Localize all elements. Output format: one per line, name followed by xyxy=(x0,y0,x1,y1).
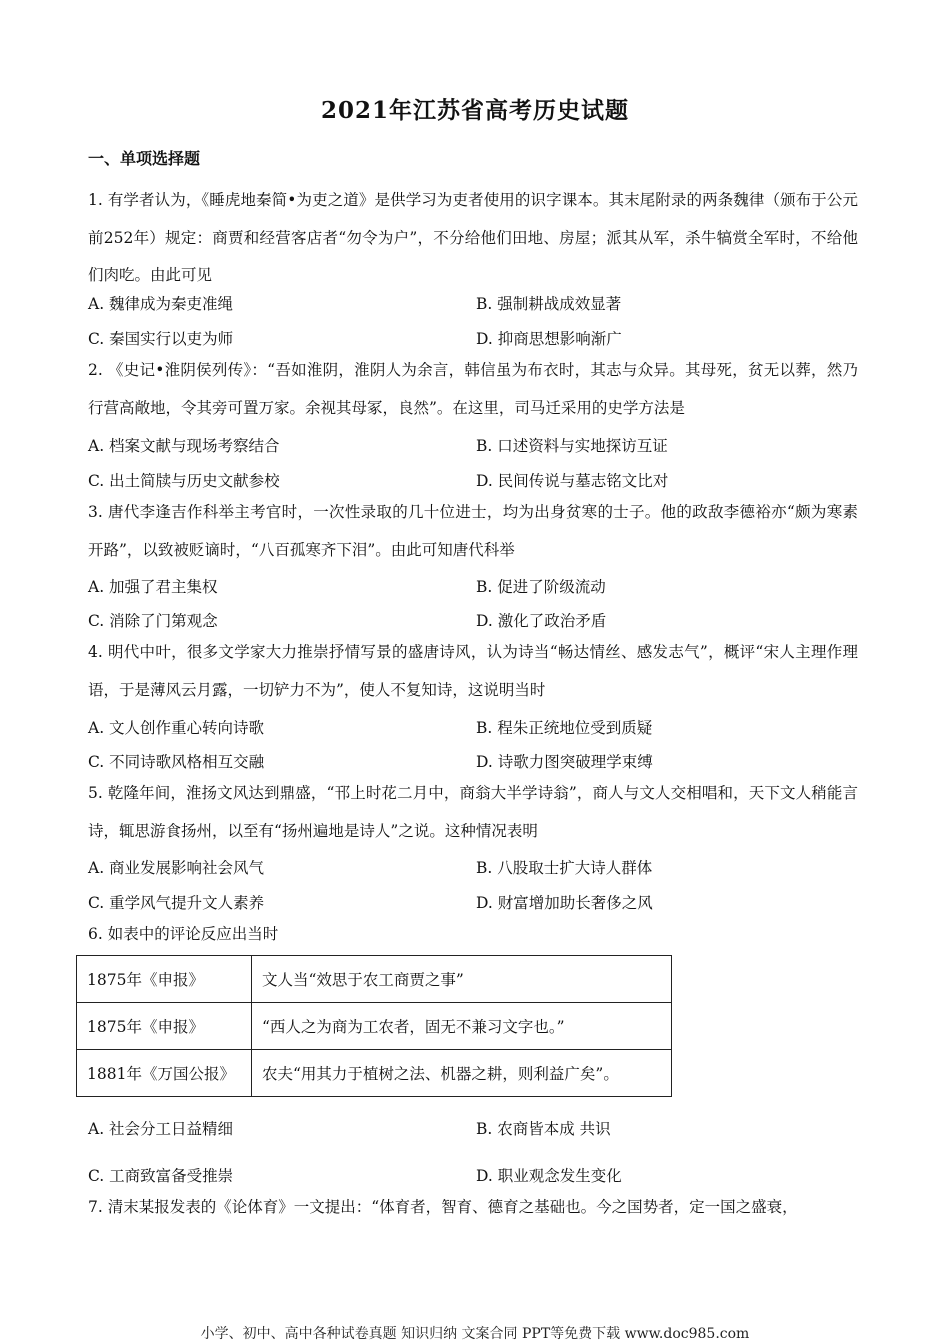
q1-option-b: B. 强制耕战成效显著 xyxy=(476,295,622,313)
table-cell-source: 1875年《申报》 xyxy=(77,1003,252,1050)
q4-option-a: A. 文人创作重心转向诗歌 xyxy=(88,719,265,737)
question-4: 4. 明代中叶，很多文学家大力推崇抒情写景的盛唐诗风，认为诗当“畅达情丝、感发志气”，概评“宋人主理作理语，于是薄风云月露，一切铲力不为”，使人不复知诗，这说明当时 xyxy=(88,643,858,699)
q4-option-d: D. 诗歌力图突破理学束缚 xyxy=(476,753,653,771)
question-7: 7. 清末某报发表的《论体育》一文提出：“体育者，智育、德育之基础也。今之国势者，定一国之盛衰， xyxy=(88,1198,798,1216)
table-cell-comment: “西人之为商为工农者，固无不兼习文字也。” xyxy=(252,1003,672,1050)
q2-option-c: C. 出土简牍与历史文献参校 xyxy=(88,472,280,490)
page-footer: 小学、初中、高中各种试卷真题 知识归纳 文案合同 PPT等免费下载 www.doc985.com xyxy=(200,1326,750,1342)
table-cell-source: 1875年《申报》 xyxy=(77,956,252,1003)
table-row xyxy=(77,1003,672,1050)
table-cell-comment: 农夫“用其力于植树之法、机器之耕，则利益广矣”。 xyxy=(252,1050,672,1097)
q5-option-c: C. 重学风气提升文人素养 xyxy=(88,894,265,912)
q4-option-b: B. 程朱正统地位受到质疑 xyxy=(476,719,653,737)
q2-option-b: B. 口述资料与实地探访互证 xyxy=(476,437,668,455)
page-title: 2021年江苏省高考历史试题 xyxy=(320,97,629,124)
q3-option-c: C. 消除了门第观念 xyxy=(88,612,218,630)
q5-option-d: D. 财富增加助长奢侈之风 xyxy=(476,894,653,912)
q5-option-b: B. 八股取士扩大诗人群体 xyxy=(476,859,653,877)
q6-option-c: C. 工商致富备受推崇 xyxy=(88,1167,234,1185)
q2-option-a: A. 档案文献与现场考察结合 xyxy=(88,437,280,455)
q6-option-a: A. 社会分工日益精细 xyxy=(88,1120,234,1138)
q6-option-b: B. 农商皆本成 共识 xyxy=(476,1120,611,1138)
table-cell-comment: 文人当“效思于农工商贾之事” xyxy=(252,956,672,1003)
q6-option-d: D. 职业观念发生变化 xyxy=(476,1167,622,1185)
q1-option-a: A. 魏律成为秦吏准绳 xyxy=(88,295,234,313)
q1-option-d: D. 抑商思想影响渐广 xyxy=(476,330,622,348)
question-6: 6. 如表中的评论反应出当时 xyxy=(88,925,279,943)
question-5: 5. 乾隆年间，淮扬文风达到鼎盛，“邗上时花二月中，商翁大半学诗翁”，商人与文人交相唱和，天下文人稍能言诗，辄思游食扬州，以至有“扬州遍地是诗人”之说。这种情况表明 xyxy=(88,784,858,840)
q4-option-c: C. 不同诗歌风格相互交融 xyxy=(88,753,265,771)
table-row xyxy=(77,956,672,1003)
q5-option-a: A. 商业发展影响社会风气 xyxy=(88,859,265,877)
q1-option-c: C. 秦国实行以吏为师 xyxy=(88,330,234,348)
q3-option-b: B. 促进了阶级流动 xyxy=(476,578,606,596)
comment-table xyxy=(76,955,672,1097)
table-row xyxy=(77,1050,672,1097)
question-3: 3. 唐代李逢吉作科举主考官时，一次性录取的几十位进士，均为出身贫寒的士子。他的政敌李德裕亦“颇为寒素开路”，以致被贬谪时，“八百孤寒齐下泪”。由此可知唐代科举 xyxy=(88,503,858,559)
question-2: 2. 《史记•淮阴侯列传》：“吾如淮阴，淮阴人为余言，韩信虽为布衣时，其志与众异。其母死，贫无以葬，然乃行营高敞地，令其旁可置万家。余视其母冢，良然”。在这里，司马迁采用的史学方法是 xyxy=(88,361,858,417)
section-heading: 一、单项选择题 xyxy=(88,149,201,168)
table-cell-source: 1881年《万国公报》 xyxy=(77,1050,252,1097)
q3-option-a: A. 加强了君主集权 xyxy=(88,578,218,596)
question-1: 1. 有学者认为，《睡虎地秦简•为吏之道》是供学习为吏者使用的识字课本。其末尾附录的两条魏律（颁布于公元前252年）规定：商贾和经营客店者“勿令为户”，不分给他们田地、房屋；派其从军，杀牛犒赏全军时，不给他们肉吃。由此可见 xyxy=(88,191,858,284)
q2-option-d: D. 民间传说与墓志铭文比对 xyxy=(476,472,669,490)
q3-option-d: D. 激化了政治矛盾 xyxy=(476,612,607,630)
